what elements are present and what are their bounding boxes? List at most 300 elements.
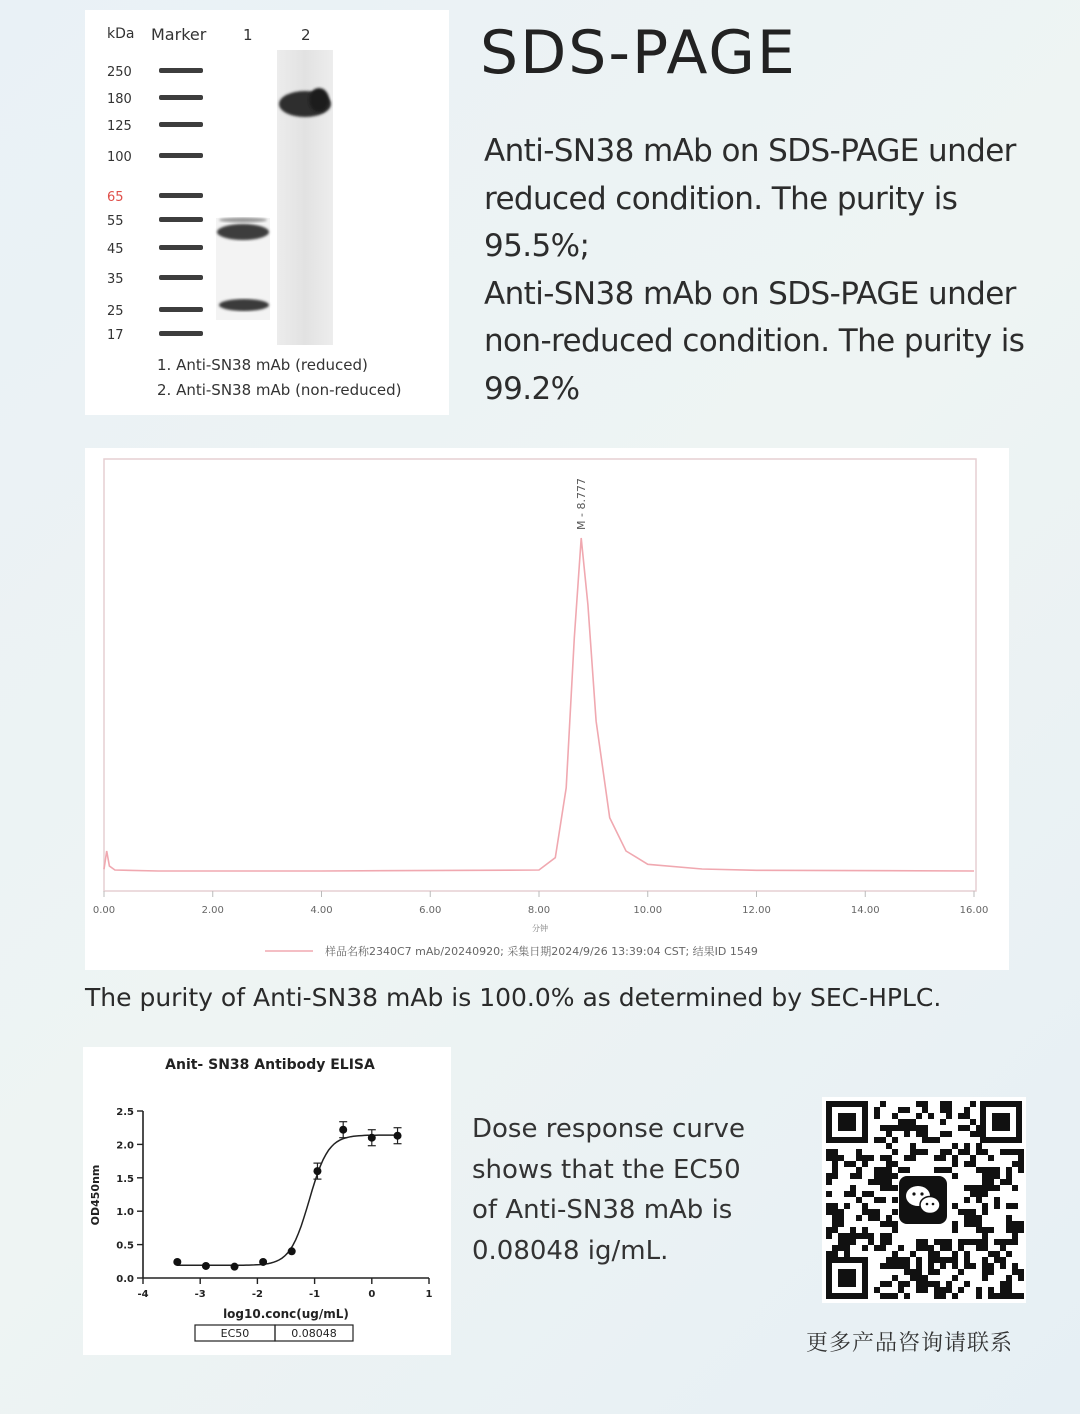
qr-module — [970, 1263, 976, 1269]
gel-image-panel — [85, 10, 449, 415]
qr-module — [832, 1221, 838, 1227]
qr-module — [856, 1173, 862, 1179]
qr-module — [976, 1185, 982, 1191]
qr-module — [1006, 1203, 1012, 1209]
hplc-tick-label: 14.00 — [850, 905, 880, 916]
qr-module — [940, 1263, 946, 1269]
qr-module — [874, 1245, 880, 1251]
qr-module — [946, 1107, 952, 1113]
qr-module — [964, 1125, 970, 1131]
qr-module — [916, 1113, 922, 1119]
qr-module — [922, 1149, 928, 1155]
qr-module — [844, 1245, 850, 1251]
qr-module — [946, 1113, 952, 1119]
qr-module — [898, 1281, 904, 1287]
qr-module — [844, 1203, 850, 1209]
qr-module — [874, 1209, 880, 1215]
qr-module — [970, 1221, 976, 1227]
qr-module — [994, 1185, 1000, 1191]
qr-module — [1018, 1275, 1024, 1281]
qr-module — [1018, 1149, 1024, 1155]
qr-module — [1000, 1263, 1006, 1269]
qr-module — [880, 1101, 886, 1107]
qr-module — [928, 1263, 934, 1269]
lane1-heavy-chain-band — [217, 224, 269, 240]
qr-module — [976, 1227, 982, 1233]
qr-module — [892, 1161, 898, 1167]
qr-module — [1000, 1239, 1006, 1245]
ladder-label: 55 — [107, 214, 124, 229]
qr-module — [886, 1281, 892, 1287]
qr-module — [916, 1269, 922, 1275]
qr-module — [982, 1203, 988, 1209]
ladder-label: 45 — [107, 242, 124, 257]
qr-module — [964, 1143, 970, 1149]
qr-module — [1012, 1185, 1018, 1191]
qr-module — [892, 1263, 898, 1269]
qr-module — [1000, 1245, 1006, 1251]
qr-module — [886, 1143, 892, 1149]
qr-module — [1006, 1239, 1012, 1245]
qr-module — [928, 1137, 934, 1143]
ladder-band — [159, 153, 203, 158]
qr-module — [874, 1137, 880, 1143]
qr-module — [1012, 1239, 1018, 1245]
hplc-tick-label: 8.00 — [527, 905, 551, 916]
qr-module — [994, 1293, 1000, 1299]
qr-module — [994, 1167, 1000, 1173]
qr-module — [1000, 1287, 1006, 1293]
gel-figure — [85, 10, 449, 415]
qr-module — [982, 1275, 988, 1281]
qr-module — [826, 1203, 832, 1209]
fit-curve — [177, 1135, 397, 1265]
qr-module — [952, 1143, 958, 1149]
qr-module — [988, 1293, 994, 1299]
marker-label: Marker — [151, 25, 207, 44]
qr-module — [982, 1227, 988, 1233]
qr-module — [964, 1221, 970, 1227]
qr-module — [910, 1275, 916, 1281]
qr-module — [964, 1281, 970, 1287]
qr-module — [868, 1155, 874, 1161]
qr-module — [1000, 1257, 1006, 1263]
elisa-description-line: 0.08048 ig/mL. — [472, 1235, 669, 1266]
qr-module — [880, 1221, 886, 1227]
qr-module — [946, 1257, 952, 1263]
wechat-icon — [899, 1176, 947, 1224]
qr-module — [892, 1275, 898, 1281]
qr-module — [838, 1215, 844, 1221]
qr-module — [826, 1209, 832, 1215]
qr-finder-top-left — [826, 1101, 868, 1143]
data-point — [368, 1134, 376, 1142]
qr-module — [868, 1239, 874, 1245]
qr-module — [910, 1269, 916, 1275]
qr-module — [934, 1287, 940, 1293]
gel-legend-2: 2. Anti-SN38 mAb (non-reduced) — [157, 381, 402, 399]
qr-module — [874, 1173, 880, 1179]
hplc-tick-label: 2.00 — [201, 905, 224, 916]
qr-module — [988, 1179, 994, 1185]
elisa-description — [472, 1109, 745, 1271]
page-title: SDS-PAGE — [480, 18, 797, 88]
qr-module — [922, 1245, 928, 1251]
qr-module — [952, 1275, 958, 1281]
hplc-tick-label: 12.00 — [742, 905, 771, 916]
qr-module — [892, 1257, 898, 1263]
qr-module — [892, 1125, 898, 1131]
qr-module — [970, 1101, 976, 1107]
qr-module — [952, 1203, 958, 1209]
qr-module — [952, 1293, 958, 1299]
qr-module — [928, 1251, 934, 1257]
qr-module — [868, 1191, 874, 1197]
ladder-band — [159, 193, 203, 198]
qr-module — [892, 1227, 898, 1233]
qr-module — [982, 1233, 988, 1239]
qr-module — [952, 1263, 958, 1269]
elisa-description-line: of Anti-SN38 mAb is — [472, 1195, 733, 1225]
qr-module — [940, 1131, 946, 1137]
x-tick-label: -2 — [251, 1289, 263, 1300]
qr-module — [964, 1215, 970, 1221]
qr-module — [1006, 1179, 1012, 1185]
ladder-band — [159, 122, 203, 127]
qr-module — [898, 1263, 904, 1269]
qr-module — [970, 1185, 976, 1191]
qr-module — [844, 1161, 850, 1167]
qr-module — [958, 1287, 964, 1293]
qr-module — [994, 1203, 1000, 1209]
qr-module — [970, 1239, 976, 1245]
qr-module — [880, 1137, 886, 1143]
qr-module — [862, 1191, 868, 1197]
qr-module — [826, 1155, 832, 1161]
qr-module — [946, 1167, 952, 1173]
qr-module — [886, 1179, 892, 1185]
qr-module — [886, 1161, 892, 1167]
data-point — [231, 1263, 239, 1271]
hplc-tick-label: 0.00 — [92, 905, 116, 916]
qr-module — [988, 1287, 994, 1293]
qr-module — [952, 1227, 958, 1233]
elisa-x-axis-label: log10.conc(ug/mL) — [223, 1307, 349, 1321]
qr-module — [880, 1263, 886, 1269]
qr-module — [934, 1251, 940, 1257]
qr-module — [922, 1275, 928, 1281]
peak-label: M - 8.777 — [575, 478, 589, 530]
qr-module — [922, 1125, 928, 1131]
qr-module — [910, 1119, 916, 1125]
qr-module — [940, 1239, 946, 1245]
qr-module — [994, 1239, 1000, 1245]
qr-module — [1006, 1281, 1012, 1287]
qr-module — [898, 1245, 904, 1251]
elisa-description-line: shows that the EC50 — [472, 1154, 741, 1185]
qr-module — [844, 1239, 850, 1245]
qr-module — [862, 1233, 868, 1239]
qr-module — [970, 1209, 976, 1215]
qr-module — [874, 1287, 880, 1293]
qr-module — [880, 1239, 886, 1245]
qr-module — [844, 1191, 850, 1197]
qr-module — [910, 1149, 916, 1155]
kda-label: kDa — [107, 26, 135, 42]
qr-module — [904, 1119, 910, 1125]
description-line: 95.5%; — [484, 228, 590, 264]
qr-module — [916, 1263, 922, 1269]
hplc-trace — [104, 538, 974, 871]
qr-module — [970, 1155, 976, 1161]
data-points — [173, 1122, 401, 1271]
qr-module — [1018, 1161, 1024, 1167]
qr-module — [832, 1161, 838, 1167]
qr-module — [994, 1173, 1000, 1179]
qr-module — [1012, 1161, 1018, 1167]
qr-module — [952, 1155, 958, 1161]
qr-module — [916, 1257, 922, 1263]
qr-module — [880, 1155, 886, 1161]
qr-module — [988, 1155, 994, 1161]
qr-module — [970, 1131, 976, 1137]
qr-module — [832, 1251, 838, 1257]
qr-module — [1018, 1167, 1024, 1173]
qr-module — [862, 1161, 868, 1167]
qr-module — [922, 1239, 928, 1245]
qr-module — [994, 1257, 1000, 1263]
qr-module — [886, 1221, 892, 1227]
qr-module — [856, 1149, 862, 1155]
qr-module — [1012, 1293, 1018, 1299]
qr-module — [1012, 1269, 1018, 1275]
qr-module — [898, 1125, 904, 1131]
ladder-label: 100 — [107, 150, 132, 165]
qr-module — [1000, 1293, 1006, 1299]
qr-module — [940, 1119, 946, 1125]
qr-module — [850, 1227, 856, 1233]
qr-module — [886, 1215, 892, 1221]
ladder-label: 180 — [107, 92, 132, 107]
y-tick-label: 0.5 — [116, 1240, 134, 1252]
ladder-label: 17 — [107, 328, 124, 343]
ec50-label: EC50 — [220, 1327, 250, 1340]
ladder-label: 35 — [107, 272, 124, 287]
ladder-label: 65 — [107, 190, 124, 205]
qr-module — [826, 1173, 832, 1179]
qr-module — [886, 1173, 892, 1179]
qr-module — [892, 1197, 898, 1203]
qr-module — [928, 1245, 934, 1251]
elisa-description-line: Dose response curve — [472, 1114, 745, 1144]
qr-module — [934, 1281, 940, 1287]
qr-module — [988, 1227, 994, 1233]
qr-module — [904, 1167, 910, 1173]
qr-module — [898, 1119, 904, 1125]
qr-module — [832, 1203, 838, 1209]
qr-module — [898, 1257, 904, 1263]
qr-module — [946, 1131, 952, 1137]
qr-module — [916, 1245, 922, 1251]
qr-module — [922, 1287, 928, 1293]
qr-module — [982, 1173, 988, 1179]
qr-module — [898, 1167, 904, 1173]
hplc-tick-label: 4.00 — [310, 905, 333, 916]
lane1-faint-band — [219, 218, 267, 223]
qr-module — [952, 1257, 958, 1263]
qr-module — [904, 1155, 910, 1161]
qr-module — [964, 1251, 970, 1257]
ladder-bands — [159, 68, 203, 336]
qr-module — [1006, 1149, 1012, 1155]
data-point — [202, 1262, 210, 1270]
qr-module — [826, 1149, 832, 1155]
ladder-band — [159, 275, 203, 280]
qr-module — [976, 1239, 982, 1245]
qr-module — [904, 1257, 910, 1263]
ladder-labels — [107, 65, 132, 343]
qr-module — [970, 1215, 976, 1221]
qr-module — [892, 1137, 898, 1143]
qr-module — [1006, 1227, 1012, 1233]
qr-module — [988, 1269, 994, 1275]
qr-module — [856, 1233, 862, 1239]
lane1-label: 1 — [243, 26, 253, 44]
x-tick-label: 1 — [425, 1289, 433, 1300]
qr-module — [976, 1143, 982, 1149]
qr-module — [916, 1281, 922, 1287]
qr-module — [868, 1215, 874, 1221]
qr-module — [1006, 1251, 1012, 1257]
ladder-label: 250 — [107, 65, 132, 80]
qr-module — [850, 1239, 856, 1245]
y-tick-label: 1.0 — [116, 1207, 134, 1219]
qr-module — [904, 1131, 910, 1137]
qr-module — [982, 1263, 988, 1269]
ladder-band — [159, 68, 203, 73]
qr-module — [964, 1113, 970, 1119]
hplc-caption: The purity of Anti-SN38 mAb is 100.0% as determined by SEC-HPLC. — [85, 983, 942, 1012]
data-point — [288, 1247, 296, 1255]
qr-module — [982, 1239, 988, 1245]
qr-module — [988, 1173, 994, 1179]
qr-code[interactable] — [822, 1097, 1026, 1303]
qr-module — [964, 1185, 970, 1191]
qr-module — [958, 1209, 964, 1215]
qr-module — [910, 1125, 916, 1131]
qr-module — [838, 1209, 844, 1215]
qr-module — [970, 1191, 976, 1197]
data-point — [259, 1258, 267, 1266]
qr-module — [880, 1173, 886, 1179]
qr-module — [916, 1239, 922, 1245]
qr-module — [1006, 1275, 1012, 1281]
x-tick-label: -1 — [309, 1289, 321, 1300]
qr-module — [952, 1221, 958, 1227]
description-line: Anti-SN38 mAb on SDS-PAGE under — [484, 133, 1016, 169]
qr-module — [946, 1101, 952, 1107]
qr-module — [1018, 1293, 1024, 1299]
qr-module — [850, 1161, 856, 1167]
qr-module — [1006, 1293, 1012, 1299]
data-point — [394, 1132, 402, 1140]
qr-module — [940, 1155, 946, 1161]
qr-module — [886, 1167, 892, 1173]
qr-module — [964, 1263, 970, 1269]
description-line: Anti-SN38 mAb on SDS-PAGE under — [484, 275, 1016, 312]
qr-module — [964, 1257, 970, 1263]
qr-module — [1000, 1179, 1006, 1185]
qr-module — [886, 1263, 892, 1269]
qr-module — [880, 1185, 886, 1191]
qr-module — [916, 1131, 922, 1137]
qr-module — [964, 1161, 970, 1167]
ladder-band — [159, 95, 203, 100]
qr-module — [904, 1107, 910, 1113]
qr-module — [1012, 1149, 1018, 1155]
hplc-chart — [85, 448, 1009, 970]
qr-module — [922, 1107, 928, 1113]
qr-module — [880, 1125, 886, 1131]
qr-module — [1012, 1263, 1018, 1269]
qr-module — [976, 1197, 982, 1203]
qr-module — [1012, 1227, 1018, 1233]
qr-module — [994, 1251, 1000, 1257]
qr-module — [1000, 1149, 1006, 1155]
qr-module — [982, 1245, 988, 1251]
qr-module — [982, 1167, 988, 1173]
description-line: reduced condition. The purity is — [484, 180, 958, 217]
qr-module — [886, 1233, 892, 1239]
qr-module — [844, 1251, 850, 1257]
hplc-tick-label: 16.00 — [959, 905, 989, 916]
ladder-label: 25 — [107, 304, 124, 319]
qr-module — [928, 1113, 934, 1119]
qr-module — [892, 1221, 898, 1227]
qr-module — [1012, 1221, 1018, 1227]
qr-module — [952, 1173, 958, 1179]
qr-module — [826, 1251, 832, 1257]
qr-module — [904, 1293, 910, 1299]
qr-module — [856, 1155, 862, 1161]
qr-module — [868, 1233, 874, 1239]
sds-page-description — [484, 128, 1044, 413]
qr-module — [856, 1197, 862, 1203]
qr-module — [946, 1239, 952, 1245]
ladder-band — [159, 245, 203, 250]
description-line: non-reduced condition. The purity is — [484, 323, 1025, 359]
qr-module — [832, 1155, 838, 1161]
qr-module — [880, 1245, 886, 1251]
qr-module — [922, 1101, 928, 1107]
hplc-legend-text: 样品名称2340C7 mAb/20240920; 采集日期2024/9/26 13:39:04 CST; 结果ID 1549 — [325, 945, 758, 958]
qr-module — [856, 1215, 862, 1221]
qr-module — [1018, 1155, 1024, 1161]
qr-module — [844, 1233, 850, 1239]
qr-module — [934, 1269, 940, 1275]
qr-module — [916, 1125, 922, 1131]
elisa-y-axis-label: OD450nm — [89, 1164, 102, 1226]
qr-module — [982, 1149, 988, 1155]
hplc-chart-panel — [85, 448, 1009, 970]
qr-module — [958, 1245, 964, 1251]
qr-module — [838, 1221, 844, 1227]
qr-module — [862, 1155, 868, 1161]
qr-module — [874, 1179, 880, 1185]
elisa-chart — [83, 1047, 451, 1355]
hplc-x-ticks — [93, 891, 988, 916]
qr-module — [976, 1191, 982, 1197]
